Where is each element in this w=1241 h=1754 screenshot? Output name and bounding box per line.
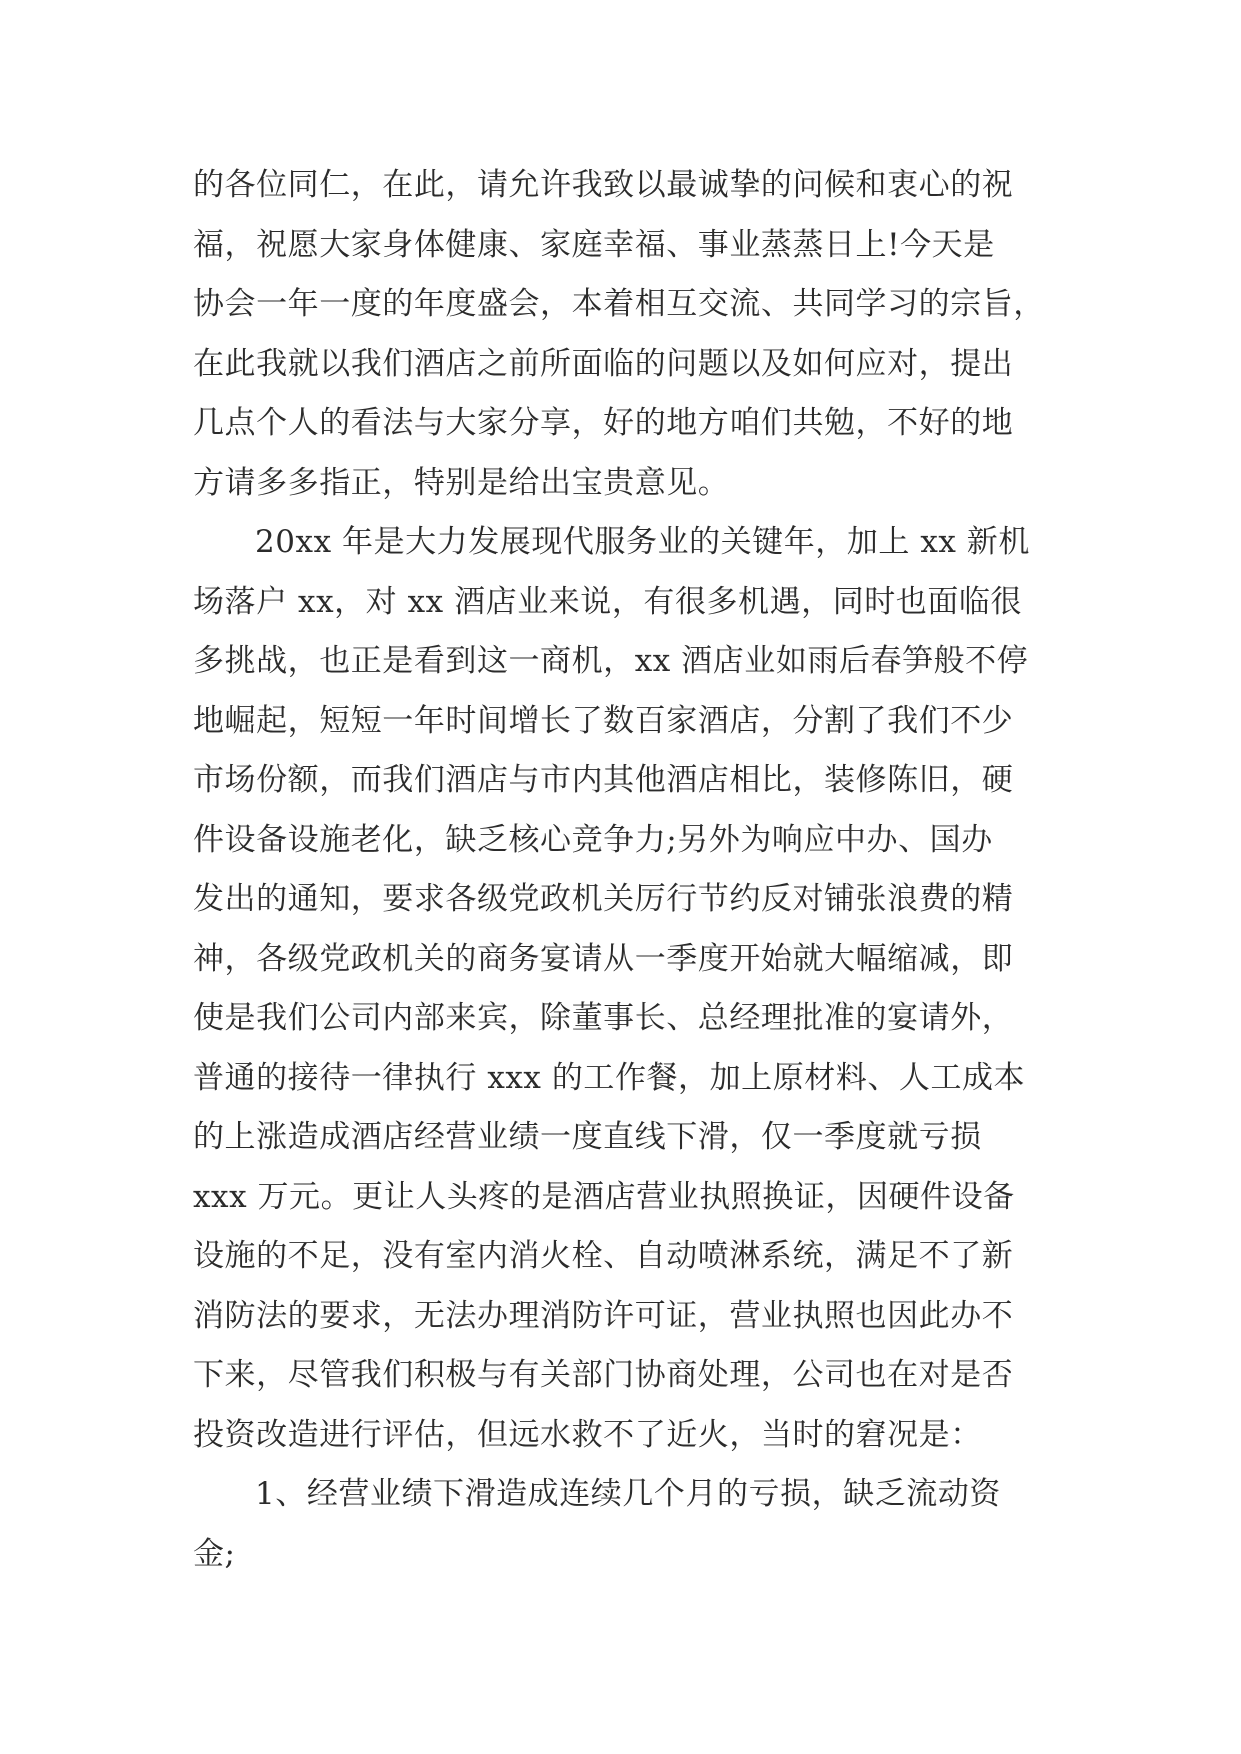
document-body [193,156,1053,1584]
text-line: 1、经营业绩下滑造成连续几个月的亏损，缺乏流动资 [255,1476,1001,1512]
text-line: 的各位同仁，在此，请允许我致以最诚挚的问候和衷心的祝 [193,167,1014,203]
text-line: 在此我就以我们酒店之前所面临的问题以及如何应对，提出 [193,345,1014,382]
text-line: 福，祝愿大家身体健康、家庭幸福、事业蒸蒸日上!今天是 [193,226,995,263]
text-line: 下来，尽管我们积极与有关部门协商处理，公司也在对是否 [193,1357,1014,1393]
text-line: 投资改造进行评估，但远水救不了近火，当时的窘况是： [193,1416,982,1453]
text-line: 神，各级党政机关的商务宴请从一季度开始就大幅缩减，即 [193,940,1014,977]
text-line: 市场份额，而我们酒店与市内其他酒店相比，装修陈旧，硬 [193,762,1014,798]
paragraph-2 [193,513,1053,1465]
text-line: 金; [193,1535,236,1572]
paragraph-3 [193,1465,1053,1584]
paragraph-1 [193,156,1053,513]
text-line: 地崛起，短短一年时间增长了数百家酒店，分割了我们不少 [193,702,1014,739]
text-line: 20xx 年是大力发展现代服务业的关键年，加上 xx 新机 [255,524,1030,560]
text-line: 协会一年一度的年度盛会，本着相互交流、共同学习的宗旨， [193,286,1045,322]
text-line: 几点个人的看法与大家分享，好的地方咱们共勉，不好的地 [193,405,1014,441]
text-line: 方请多多指正，特别是给出宝贵意见。 [193,464,730,501]
text-line: 发出的通知，要求各级党政机关厉行节约反对铺张浪费的精 [193,881,1014,917]
text-line: 的上涨造成酒店经营业绩一度直线下滑，仅一季度就亏损 [193,1119,982,1155]
text-line: 件设备设施老化，缺乏核心竞争力;另外为响应中办、国办 [193,821,993,858]
text-line: 使是我们公司内部来宾，除董事长、总经理批准的宴请外， [193,1000,1014,1036]
text-line: 设施的不足，没有室内消火栓、自动喷淋系统，满足不了新 [193,1238,1014,1274]
text-line: 场落户 xx，对 xx 酒店业来说，有很多机遇，同时也面临很 [193,583,1022,620]
text-line: 普通的接待一律执行 xxx 的工作餐，加上原材料、人工成本 [193,1059,1026,1096]
text-line: xxx 万元。更让人头疼的是酒店营业执照换证，因硬件设备 [193,1178,1015,1215]
text-line: 消防法的要求，无法办理消防许可证，营业执照也因此办不 [193,1297,1014,1334]
text-line: 多挑战，也正是看到这一商机，xx 酒店业如雨后春笋般不停 [193,643,1029,679]
